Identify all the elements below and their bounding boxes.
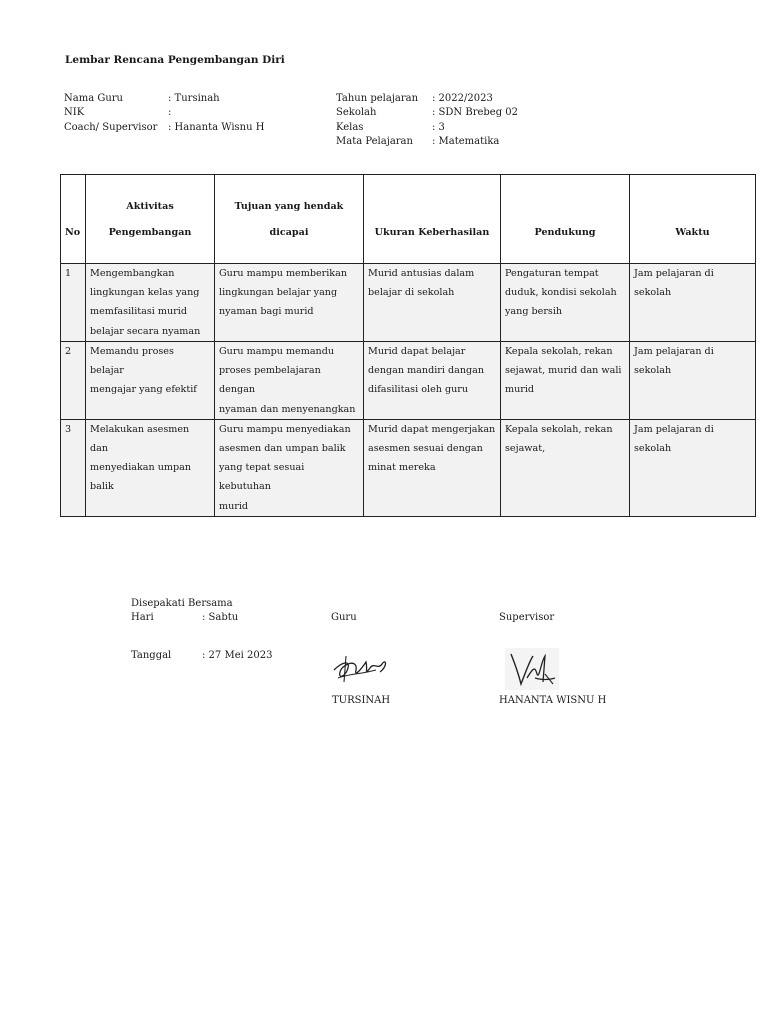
development-plan-table	[60, 174, 756, 517]
cell-line: lingkungan belajar yang	[219, 287, 338, 299]
info-value: : 2022/2023	[432, 93, 493, 104]
info-value: : Hananta Wisnu H	[168, 121, 265, 133]
cell-line: difasilitasi oleh guru	[368, 384, 469, 396]
cell-no: 2	[61, 342, 86, 420]
header-line: Ukuran Keberhasilan	[374, 227, 490, 238]
info-row-mata-pelajaran	[336, 135, 518, 149]
info-row-kelas	[336, 121, 518, 135]
cell-line: Jam pelajaran di	[634, 423, 714, 435]
cell-line: Kepala sekolah, rekan	[505, 346, 613, 357]
date-label: Tanggal	[131, 650, 172, 661]
cell-line: menyediakan umpan	[90, 462, 192, 474]
cell-line: Jam pelajaran di	[634, 268, 714, 279]
header-tujuan	[215, 175, 364, 264]
cell-no: 3	[61, 419, 86, 516]
cell-line: minat mereka	[368, 462, 436, 474]
cell-line: yang bersih	[505, 306, 563, 318]
info-value: : 3	[432, 121, 445, 133]
cell-ukuran	[364, 264, 501, 342]
cell-tujuan	[215, 264, 364, 342]
supervisor-name: HANANTA WISNU H	[499, 695, 607, 706]
header-pendukung	[501, 175, 630, 264]
guru-role-label: Guru	[331, 612, 357, 623]
info-value: :	[168, 107, 172, 119]
header-line: Waktu	[675, 227, 710, 238]
guru-name: TURSINAH	[332, 695, 391, 706]
cell-line: dengan mandiri dangan	[368, 365, 485, 377]
cell-ukuran	[364, 419, 501, 516]
table-row	[61, 419, 756, 516]
info-label: Kelas	[336, 121, 364, 133]
info-row-nik	[64, 106, 264, 120]
header-ukuran	[364, 175, 501, 264]
cell-line: nyaman bagi murid	[219, 306, 314, 318]
info-value: : Tursinah	[168, 93, 220, 104]
cell-waktu	[630, 342, 756, 420]
cell-line: murid	[219, 500, 249, 512]
cell-line: Memandu proses belajar	[90, 346, 174, 377]
header-line: Pengembangan	[108, 227, 192, 238]
cell-line: Mengembangkan	[90, 268, 175, 279]
guru-signature	[328, 648, 392, 688]
header-line: dicapai	[269, 227, 309, 238]
info-value: : SDN Brebeg 02	[432, 107, 519, 119]
info-value: : Matematika	[432, 135, 500, 147]
cell-line: Kepala sekolah, rekan	[505, 423, 613, 435]
cell-line: belajar secara nyaman	[90, 325, 201, 337]
cell-line: Murid antusias dalam	[368, 268, 475, 279]
cell-no: 1	[61, 264, 86, 342]
cell-tujuan	[215, 342, 364, 420]
cell-line: lingkungan kelas yang	[90, 287, 200, 299]
day-value: : Sabtu	[202, 612, 239, 623]
cell-aktivitas	[86, 419, 215, 516]
cell-tujuan	[215, 419, 364, 516]
cell-line: mengajar yang efektif	[90, 384, 197, 396]
table-row	[61, 342, 756, 420]
info-row-sekolah	[336, 106, 518, 120]
info-row-tahun-pelajaran	[336, 92, 518, 106]
date-value: : 27 Mei 2023	[202, 650, 273, 661]
day-label: Hari	[131, 612, 154, 623]
cell-line: Murid dapat belajar	[368, 346, 466, 357]
cell-line: nyaman dan menyenangkan	[219, 403, 356, 415]
date-row	[131, 649, 272, 663]
cell-line: Melakukan asesmen dan	[90, 423, 190, 455]
header-aktivitas	[86, 175, 215, 264]
cell-line: murid	[505, 384, 535, 396]
cell-line: memfasilitasi murid	[90, 306, 187, 318]
cell-line: Guru mampu memberikan	[219, 268, 347, 279]
cell-pendukung	[501, 264, 630, 342]
cell-line: sekolah	[634, 365, 672, 377]
cell-line: proses pembelajaran dengan	[219, 365, 321, 396]
supervisor-signature	[505, 648, 559, 690]
cell-aktivitas	[86, 342, 215, 420]
info-label: NIK	[64, 107, 85, 119]
cell-line: sejawat,	[505, 443, 546, 455]
cell-line: duduk, kondisi sekolah	[505, 287, 617, 299]
cell-line: Pengaturan tempat	[505, 268, 599, 279]
school-info	[336, 92, 518, 149]
info-label: Mata Pelajaran	[336, 135, 413, 147]
header-no: No	[61, 175, 86, 264]
info-row-nama-guru	[64, 92, 264, 106]
table-header-row	[61, 175, 756, 264]
cell-line: belajar di sekolah	[368, 287, 455, 299]
cell-line: sekolah	[634, 443, 672, 455]
teacher-info	[64, 92, 264, 135]
cell-aktivitas	[86, 264, 215, 342]
cell-waktu	[630, 419, 756, 516]
info-label: Tahun pelajaran	[336, 93, 419, 104]
supervisor-role-label: Supervisor	[499, 612, 555, 623]
header-line: Aktivitas	[126, 201, 174, 212]
info-label: Nama Guru	[64, 93, 123, 104]
cell-waktu	[630, 264, 756, 342]
cell-line: balik	[90, 481, 114, 493]
cell-pendukung	[501, 342, 630, 420]
cell-line: sekolah	[634, 287, 672, 299]
cell-line: Guru mampu menyediakan	[219, 423, 351, 435]
document-title: Lembar Rencana Pengembangan Diri	[65, 54, 285, 66]
info-row-coach	[64, 121, 264, 135]
cell-line: Guru mampu memandu	[219, 346, 335, 357]
day-row	[131, 611, 238, 625]
cell-ukuran	[364, 342, 501, 420]
table-row	[61, 264, 756, 342]
header-waktu	[630, 175, 756, 264]
header-line: Pendukung	[534, 227, 596, 238]
info-label: Coach/ Supervisor	[64, 121, 158, 133]
cell-pendukung	[501, 419, 630, 516]
header-line: Tujuan yang hendak	[234, 201, 344, 212]
info-label: Sekolah	[336, 107, 377, 119]
cell-line: Murid dapat mengerjakan	[368, 423, 496, 435]
cell-line: asesmen dan umpan balik	[219, 443, 346, 455]
cell-line: yang tepat sesuai kebutuhan	[219, 462, 305, 493]
cell-line: sejawat, murid dan wali	[505, 365, 622, 377]
cell-line: asesmen sesuai dengan	[368, 443, 483, 455]
agreement-label: Disepakati Bersama	[131, 598, 233, 609]
cell-line: Jam pelajaran di	[634, 346, 714, 357]
